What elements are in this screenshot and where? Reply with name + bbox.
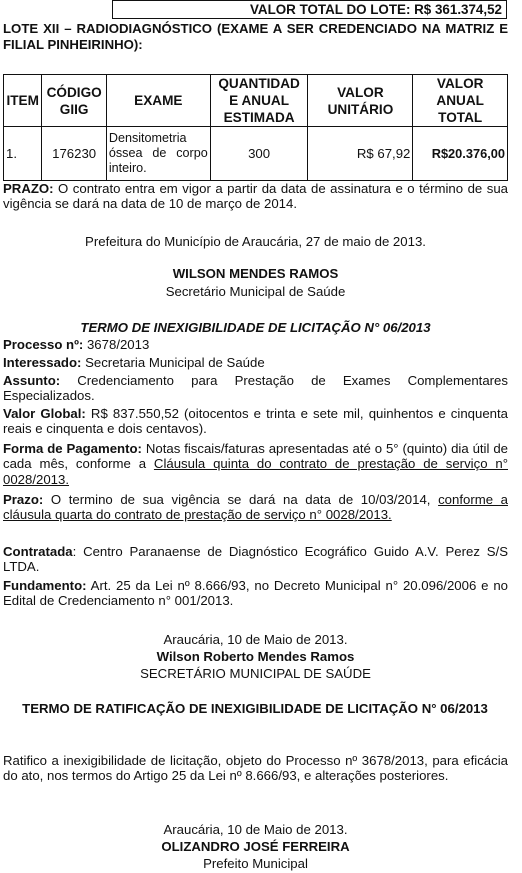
prazo-termo-label: Prazo: (3, 492, 44, 507)
signer-3-name: OLIZANDRO JOSÉ FERREIRA (161, 839, 350, 854)
assunto-paragraph (3, 373, 508, 404)
table-header-row (4, 75, 508, 127)
processo-value: 3678/2013 (83, 337, 150, 352)
fundamento-paragraph (3, 578, 508, 609)
place-date-2: Araucária, 10 de Maio de 2013. (163, 632, 348, 647)
processo-line (3, 337, 508, 352)
signer-2-name: Wilson Roberto Mendes Ramos (156, 649, 355, 664)
interessado-line (3, 355, 508, 370)
fundamento-label: Fundamento: (3, 578, 87, 593)
contratada-label: Contratada (3, 544, 73, 559)
cell-valor-total: R$20.376,00 (413, 127, 508, 181)
signer-3-role: Prefeito Municipal (203, 856, 308, 871)
cell-quantidade: 300 (210, 127, 308, 181)
valor-global-value: R$ 837.550,52 (oitocentos e trinta e sete mil, quinhentos e cinquenta reais e cinquenta e dois centavos). (3, 406, 509, 437)
signer-1-name: WILSON MENDES RAMOS (172, 266, 339, 281)
header-exame: EXAME (106, 75, 210, 127)
contratada-value: : Centro Paranaense de Diagnóstico Ecográfico Guido A.V. Perez S/S LTDA. (3, 544, 508, 575)
forma-pagamento-clause: Cláusula quinta do contrato de prestação de serviço n° 0028/2013. (3, 456, 508, 487)
interessado-value: Secretaria Municipal de Saúde (81, 355, 265, 370)
header-codigo: CÓDIGO GIIG (42, 75, 106, 127)
cell-item: 1. (4, 127, 42, 181)
fundamento-value: Art. 25 da Lei nº 8.666/93, no Decreto Municipal n° 20.096/2006 e no Edital de Credenciamento n° 001/2013. (3, 578, 508, 609)
place-date-3: Araucária, 10 de Maio de 2013. (163, 822, 348, 837)
termo-inex-title: TERMO DE INEXIGIBILIDADE DE LICITAÇÃO N° 06/2013 (80, 320, 431, 335)
prazo-termo-clause: conforme a cláusula quarta do contrato de prestação de serviço n° 0028/2013. (3, 492, 508, 523)
termo-ratif-title: TERMO DE RATIFICAÇÃO DE INEXIGIBILIDADE DE LICITAÇÃO N° 06/2013 (22, 701, 488, 716)
signer-2-role: SECRETÁRIO MUNICIPAL DE SAÚDE (140, 666, 371, 681)
signer-1-role: Secretário Municipal de Saúde (165, 284, 346, 299)
header-valor-unitario: VALOR UNITÁRIO (308, 75, 413, 127)
assunto-label: Assunto: (3, 373, 61, 388)
prazo-text: O contrato entra em vigor a partir da data de assinatura e o término de sua vigência se dará na data de 10 de março de 2014. (3, 181, 508, 212)
ratif-body: Ratifico a inexigibilidade de licitação, objeto do Processo nº 3678/2013, para eficácia do ato, nos termos do Artigo 25 da Lei nº 8.666/93, e alterações posteriores. (3, 753, 508, 784)
exam-table (3, 74, 508, 181)
processo-label: Processo nº: (3, 337, 84, 352)
assunto-value: Credenciamento para Prestação de Exames Complementares Especializados. (3, 373, 508, 404)
prazo-termo-paragraph (3, 492, 508, 523)
lote-title: LOTE XII – RADIODIAGNÓSTICO (EXAME A SER CREDENCIADO NA MATRIZ E FILIAL PINHEIRINHO): (3, 21, 508, 52)
valor-global-label: Valor Global: (3, 406, 86, 421)
prazo-paragraph (3, 181, 508, 212)
cell-codigo: 176230 (42, 127, 106, 181)
lote-total-value: VALOR TOTAL DO LOTE: R$ 361.374,52 (112, 0, 507, 19)
prazo-termo-value: O termino de sua vigência se dará na data de 10/03/2014, (43, 492, 439, 507)
cell-exame: Densitometria óssea de corpo inteiro. (106, 127, 210, 181)
header-quantidade: QUANTIDAD E ANUAL ESTIMADA (210, 75, 308, 127)
cell-valor-unitario: R$ 67,92 (308, 127, 413, 181)
forma-pagamento-label: Forma de Pagamento: (3, 441, 142, 456)
forma-pagamento-value: Notas fiscais/faturas apresentadas até o 5° (quinto) dia útil de cada mês, conforme a (3, 441, 508, 472)
place-date-1: Prefeitura do Município de Araucária, 27 de maio de 2013. (85, 234, 426, 249)
valor-global-paragraph (3, 406, 508, 437)
interessado-label: Interessado: (3, 355, 82, 370)
header-item: ITEM (4, 75, 42, 127)
forma-pagamento-paragraph (3, 441, 508, 487)
prazo-label: PRAZO: (3, 181, 54, 196)
table-row (4, 127, 508, 181)
header-valor-total: VALOR ANUAL TOTAL (413, 75, 508, 127)
contratada-paragraph (3, 544, 508, 575)
